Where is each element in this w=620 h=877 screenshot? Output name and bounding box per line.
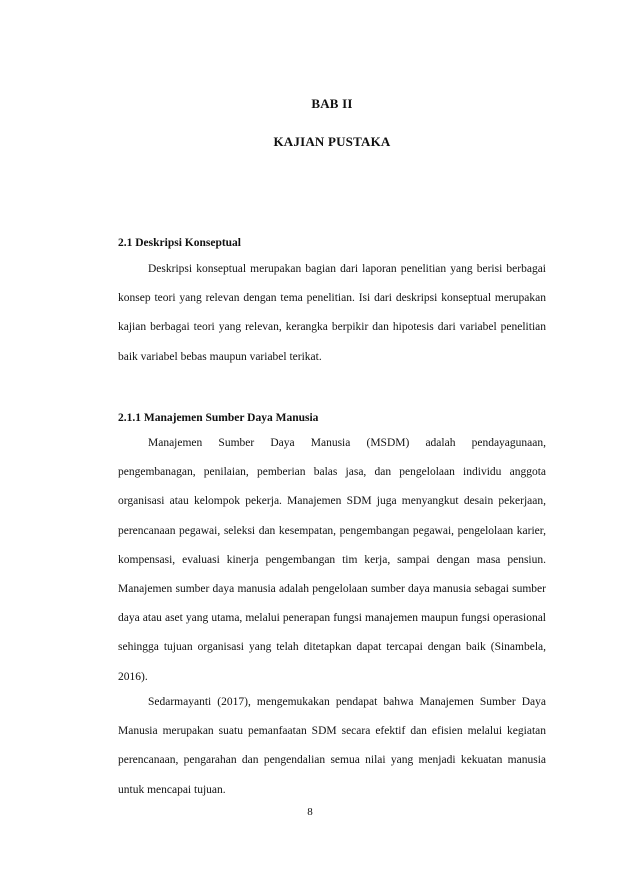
paragraph-sedarmayanti: Sedarmayanti (2017), mengemukakan pendapat bahwa Manajemen Sumber Daya Manusia merupakan suatu pemanfaatan SDM secara efektif dan efisien melalui kegiatan perencanaan, pengarahan dan pengendalian semua nilai yang menjadi kekuatan manusia untuk mencapai tujuan. [118,696,546,796]
chapter-title: KAJIAN PUSTAKA [273,134,391,149]
section-heading-2-1: 2.1 Deskripsi Konseptual [118,237,242,249]
section-heading-2-1-1: 2.1.1 Manajemen Sumber Daya Manusia [118,412,319,424]
paragraph-deskripsi-konseptual: Deskripsi konseptual merupakan bagian dari laporan penelitian yang berisi berbagai konsep teori yang relevan dengan tema penelitian. Isi dari deskripsi konseptual merupakan kajian berbagai teori yang relevan, kerangka berpikir dan hipotesis dari variabel penelitian baik variabel bebas maupun variabel terikat. [118,263,546,363]
paragraph-msdm-definition: Manajemen Sumber Daya Manusia (MSDM) adalah pendayagunaan, pengembanagan, penilaian, pemberian balas jasa, dan pengelolaan individu anggota organisasi atau kelompok pekerja. Manajemen SDM juga menyangkut desain pekerjaan, perencanaan pegawai, seleksi dan kesempatan, pengembangan pegawai, pengelolaan karier, kompensasi, evaluasi kinerja pengembangan tim kerja, sampai dengan masa pensiun. Manajemen sumber daya manusia adalah pengelolaan sumber daya manusia sebagai sumber daya atau aset yang utama, melalui penerapan fungsi manajemen maupun fungsi operasional sehingga tujuan organisasi yang telah ditetapkan dapat tercapai dengan baik (Sinambela, 2016). [118,437,546,683]
chapter-number: BAB II [311,96,353,111]
page-number: 8 [307,806,313,818]
